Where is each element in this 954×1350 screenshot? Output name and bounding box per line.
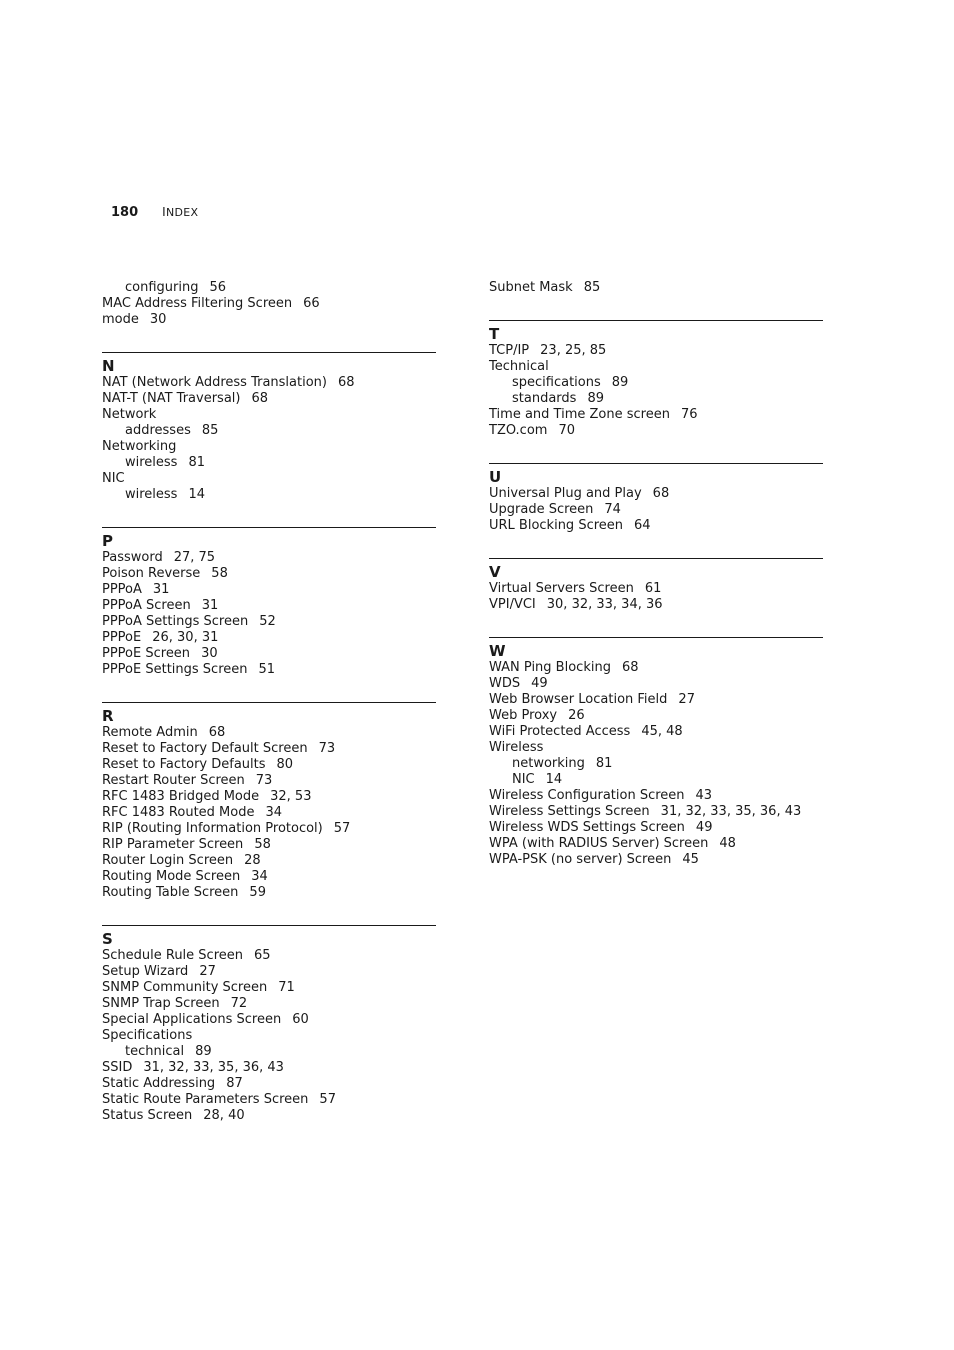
- index-page-refs: 68: [208, 725, 226, 740]
- index-term: addresses: [125, 423, 191, 438]
- index-entry: [102, 869, 436, 885]
- index-page-refs: 49: [695, 820, 713, 835]
- index-term: networking: [512, 756, 585, 771]
- index-term: PPPoA: [102, 582, 142, 597]
- index-page-refs: 58: [254, 837, 271, 852]
- index-term: Subnet Mask: [489, 280, 573, 295]
- section-letter: P: [102, 532, 113, 550]
- index-page-refs: 66: [303, 296, 320, 311]
- index-page-refs: 81: [188, 455, 206, 470]
- index-page-refs: 23, 25, 85: [540, 343, 607, 358]
- index-column-left: [102, 280, 436, 1124]
- index-page-refs: 80: [276, 757, 294, 772]
- index-term: NIC: [512, 772, 535, 787]
- index-term: NIC: [102, 471, 125, 486]
- index-entry: [102, 853, 436, 869]
- index-page-refs: 65: [254, 948, 271, 963]
- index-entry: [489, 280, 823, 296]
- index-entry: [102, 1092, 436, 1108]
- index-term: Wireless Settings Screen: [489, 804, 650, 819]
- index-term: Wireless: [489, 740, 544, 755]
- index-page-refs: 31, 32, 33, 35, 36, 43: [143, 1060, 284, 1075]
- index-page-refs: 57: [333, 821, 351, 836]
- index-section: [102, 527, 436, 678]
- index-entry: [489, 407, 823, 423]
- index-page-refs: 45: [682, 852, 699, 867]
- index-entry: [489, 852, 823, 868]
- section-letter: T: [489, 325, 500, 343]
- section-letter: V: [489, 563, 501, 581]
- index-entry: [102, 757, 436, 773]
- index-entry: [489, 502, 823, 518]
- index-term: Status Screen: [102, 1108, 193, 1123]
- index-entry: [102, 1108, 436, 1124]
- index-page-refs: 26: [568, 708, 585, 723]
- index-term: TCP/IP: [489, 343, 530, 358]
- index-entry: [102, 1076, 436, 1092]
- index-term: PPPoE: [102, 630, 142, 645]
- index-term: SNMP Community Screen: [102, 980, 268, 995]
- index-entry: [102, 805, 436, 821]
- index-entry: [102, 296, 436, 312]
- index-page-refs: 60: [292, 1012, 309, 1027]
- index-term: wireless: [125, 487, 178, 502]
- index-section: [102, 702, 436, 901]
- index-entry: [489, 359, 823, 375]
- index-entry: [102, 471, 436, 487]
- index-subentry: [489, 772, 823, 788]
- index-term: Upgrade Screen: [489, 502, 594, 517]
- index-page-refs: 68: [621, 660, 639, 675]
- index-page-refs: 48: [719, 836, 736, 851]
- index-section: [489, 558, 823, 613]
- index-term: Wireless WDS Settings Screen: [489, 820, 685, 835]
- index-page-refs: 31, 32, 33, 35, 36, 43: [660, 804, 802, 819]
- index-term: WAN Ping Blocking: [489, 660, 611, 675]
- index-subentry: [102, 455, 436, 471]
- index-entry: [489, 820, 823, 836]
- index-section: [489, 637, 823, 868]
- index-entry: [102, 550, 436, 566]
- index-page-refs: 34: [251, 869, 268, 884]
- index-page-refs: 26, 30, 31: [152, 630, 219, 645]
- index-entry: [489, 676, 823, 692]
- index-term: Networking: [102, 439, 177, 454]
- index-entry: [489, 740, 823, 756]
- index-entry: [102, 1028, 436, 1044]
- index-term: MAC Address Filtering Screen: [102, 296, 293, 311]
- index-entry: [102, 566, 436, 582]
- index-term: VPI/VCI: [489, 597, 536, 612]
- index-term: Web Proxy: [489, 708, 558, 723]
- index-page-refs: 27: [678, 692, 695, 707]
- index-page-refs: 28, 40: [203, 1108, 245, 1123]
- index-term: Specifications: [102, 1028, 193, 1043]
- index-entry: [102, 789, 436, 805]
- section-letter: N: [102, 357, 115, 375]
- index-page-refs: 14: [545, 772, 563, 787]
- index-term: Routing Table Screen: [102, 885, 239, 900]
- index-entry: [489, 804, 823, 820]
- index-term: Password: [102, 550, 163, 565]
- index-entry: [102, 725, 436, 741]
- index-term: Schedule Rule Screen: [102, 948, 243, 963]
- index-entry: [489, 597, 823, 613]
- index-term: PPPoA Screen: [102, 598, 191, 613]
- index-term: mode: [102, 312, 139, 327]
- index-subentry: [102, 1044, 436, 1060]
- index-entry: [102, 885, 436, 901]
- index-entry: [489, 581, 823, 597]
- running-title: [162, 205, 198, 219]
- index-page-refs: 51: [258, 662, 276, 677]
- index-entry: [102, 614, 436, 630]
- index-term: SSID: [102, 1060, 133, 1075]
- index-term: RIP (Routing Information Protocol): [102, 821, 323, 836]
- index-page-refs: 31: [152, 582, 170, 597]
- index-page-refs: 71: [278, 980, 295, 995]
- index-entry: [102, 980, 436, 996]
- section-letter: R: [102, 707, 114, 725]
- index-page-refs: 76: [680, 407, 698, 422]
- index-term: configuring: [125, 280, 199, 295]
- index-page-refs: 30, 32, 33, 34, 36: [546, 597, 663, 612]
- index-term: Routing Mode Screen: [102, 869, 241, 884]
- index-term: standards: [512, 391, 577, 406]
- index-term: PPPoE Settings Screen: [102, 662, 248, 677]
- index-term: Remote Admin: [102, 725, 198, 740]
- index-page-refs: 57: [319, 1092, 336, 1107]
- index-column-right: [489, 280, 823, 868]
- index-page-refs: 56: [209, 280, 227, 295]
- index-entry: [102, 439, 436, 455]
- index-page-refs: 68: [337, 375, 355, 390]
- index-term: RFC 1483 Bridged Mode: [102, 789, 260, 804]
- index-term: Web Browser Location Field: [489, 692, 668, 707]
- index-page-refs: 64: [634, 518, 651, 533]
- index-entry: [102, 773, 436, 789]
- index-page-refs: 49: [531, 676, 548, 691]
- index-page-refs: 45, 48: [641, 724, 683, 739]
- index-term: Static Addressing: [102, 1076, 216, 1091]
- index-subentry: [102, 280, 436, 296]
- index-entry: [489, 788, 823, 804]
- index-page-refs: 28: [244, 853, 261, 868]
- page-header: [111, 205, 198, 220]
- section-letter: U: [489, 468, 502, 486]
- index-page-refs: 73: [318, 741, 336, 756]
- index-page-refs: 30: [201, 646, 218, 661]
- index-entry: [102, 630, 436, 646]
- index-section: [102, 352, 436, 503]
- index-entry: [489, 836, 823, 852]
- index-page-refs: 58: [211, 566, 228, 581]
- index-entry: [102, 582, 436, 598]
- index-term: Network: [102, 407, 157, 422]
- index-term: PPPoA Settings Screen: [102, 614, 249, 629]
- index-page-refs: 81: [595, 756, 613, 771]
- index-page-refs: 85: [583, 280, 601, 295]
- index-term: specifications: [512, 375, 601, 390]
- index-entry: [102, 312, 436, 328]
- index-page-refs: 27: [199, 964, 216, 979]
- index-term: Virtual Servers Screen: [489, 581, 634, 596]
- index-page-refs: 72: [230, 996, 248, 1011]
- index-entry: [102, 375, 436, 391]
- section-letter: W: [489, 642, 506, 660]
- index-page-refs: 89: [611, 375, 629, 390]
- index-entry: [489, 692, 823, 708]
- index-term: Technical: [489, 359, 549, 374]
- index-term: RIP Parameter Screen: [102, 837, 244, 852]
- index-section: [489, 463, 823, 534]
- index-page-refs: 32, 53: [270, 789, 312, 804]
- index-page-refs: 52: [259, 614, 276, 629]
- index-term: NAT (Network Address Translation): [102, 375, 327, 390]
- index-entry: [489, 423, 823, 439]
- index-entry: [102, 948, 436, 964]
- index-subentry: [489, 391, 823, 407]
- index-term: NAT-T (NAT Traversal): [102, 391, 241, 406]
- index-term: Special Applications Screen: [102, 1012, 282, 1027]
- index-entry: [489, 708, 823, 724]
- index-entry: [102, 964, 436, 980]
- index-term: Setup Wizard: [102, 964, 189, 979]
- index-page-refs: 68: [251, 391, 269, 406]
- index-term: URL Blocking Screen: [489, 518, 624, 533]
- index-term: Time and Time Zone screen: [489, 407, 670, 422]
- index-entry: [102, 662, 436, 678]
- index-page-refs: 87: [226, 1076, 243, 1091]
- index-entry: [102, 996, 436, 1012]
- index-subentry: [102, 487, 436, 503]
- index-term: RFC 1483 Routed Mode: [102, 805, 255, 820]
- index-term: WiFi Protected Access: [489, 724, 631, 739]
- index-page-refs: 43: [695, 788, 713, 803]
- index-term: TZO.com: [489, 423, 548, 438]
- index-entry: [102, 821, 436, 837]
- index-page-refs: 89: [195, 1044, 212, 1059]
- index-term: wireless: [125, 455, 178, 470]
- index-page-refs: 68: [652, 486, 670, 501]
- index-page-refs: 14: [188, 487, 206, 502]
- index-entry: [102, 1060, 436, 1076]
- index-term: Reset to Factory Defaults: [102, 757, 266, 772]
- index-page-refs: 31: [201, 598, 219, 613]
- index-page-refs: 34: [265, 805, 283, 820]
- index-entry: [489, 724, 823, 740]
- index-entry: [489, 660, 823, 676]
- index-term: Reset to Factory Default Screen: [102, 741, 308, 756]
- index-entry: [102, 598, 436, 614]
- running-title-initial: I: [162, 205, 166, 219]
- index-entry: [102, 646, 436, 662]
- index-entry: [489, 518, 823, 534]
- index-term: WDS: [489, 676, 521, 691]
- index-term: WPA (with RADIUS Server) Screen: [489, 836, 709, 851]
- index-page-refs: 30: [149, 312, 167, 327]
- index-entry: [102, 837, 436, 853]
- index-term: Router Login Screen: [102, 853, 234, 868]
- index-page-refs: 74: [604, 502, 621, 517]
- index-entry: [102, 741, 436, 757]
- index-term: WPA-PSK (no server) Screen: [489, 852, 672, 867]
- index-term: technical: [125, 1044, 185, 1059]
- index-page-refs: 89: [587, 391, 604, 406]
- index-term: Restart Router Screen: [102, 773, 245, 788]
- section-letter: S: [102, 930, 113, 948]
- index-term: Wireless Configuration Screen: [489, 788, 685, 803]
- index-term: Poison Reverse: [102, 566, 201, 581]
- index-entry: [489, 486, 823, 502]
- index-section: [102, 925, 436, 1124]
- index-entry: [102, 1012, 436, 1028]
- index-entry: [489, 343, 823, 359]
- index-section: [489, 320, 823, 439]
- index-entry: [102, 407, 436, 423]
- index-page-refs: 73: [255, 773, 273, 788]
- index-page-refs: 61: [644, 581, 662, 596]
- index-subentry: [489, 756, 823, 772]
- index-page-refs: 59: [249, 885, 266, 900]
- index-page-refs: 70: [558, 423, 575, 438]
- page-number: 180: [111, 205, 139, 220]
- running-title-rest: NDEX: [165, 206, 199, 219]
- index-page-refs: 85: [201, 423, 219, 438]
- index-term: SNMP Trap Screen: [102, 996, 220, 1011]
- index-subentry: [489, 375, 823, 391]
- index-entry: [102, 391, 436, 407]
- index-subentry: [102, 423, 436, 439]
- index-page-refs: 27, 75: [173, 550, 216, 565]
- index-term: Static Route Parameters Screen: [102, 1092, 309, 1107]
- index-term: Universal Plug and Play: [489, 486, 642, 501]
- index-term: PPPoE Screen: [102, 646, 191, 661]
